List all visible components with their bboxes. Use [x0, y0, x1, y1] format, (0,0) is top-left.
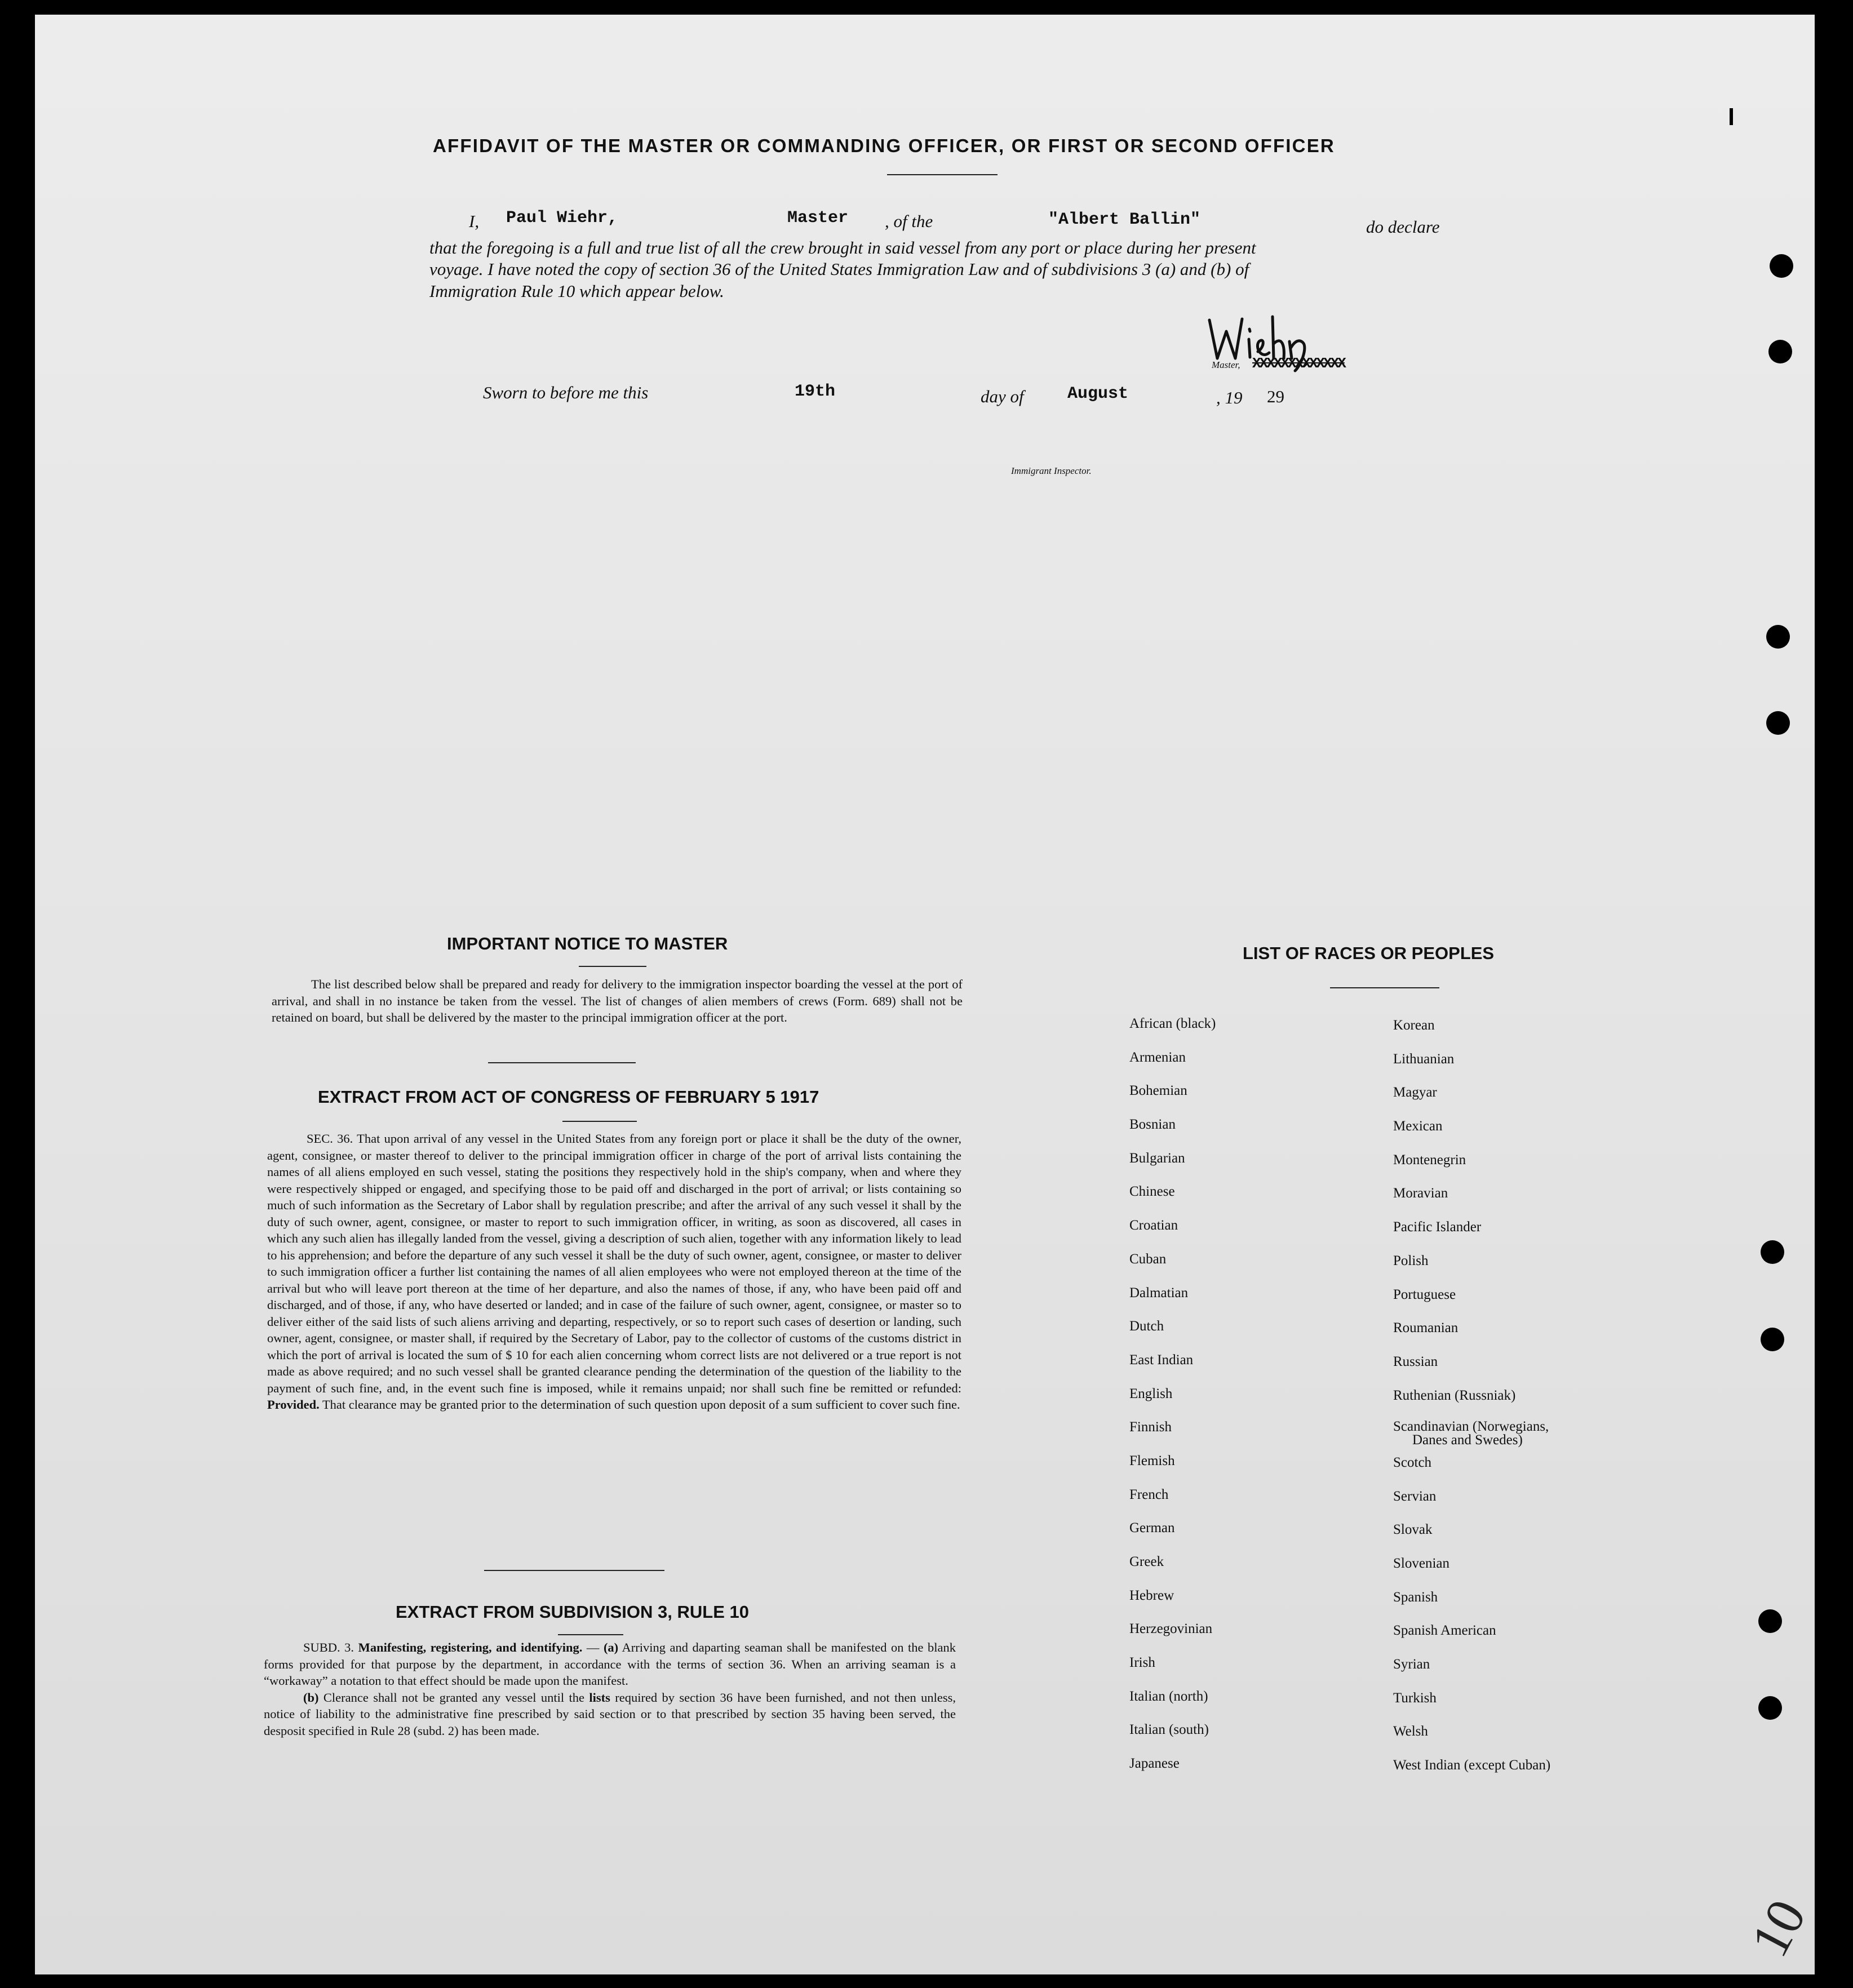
- subd-label: SUBD. 3.: [303, 1640, 354, 1654]
- race-item: Montenegrin: [1393, 1152, 1466, 1168]
- act-paragraph: [267, 1130, 961, 1413]
- notice-title: IMPORTANT NOTICE TO MASTER: [447, 934, 728, 953]
- sworn-label: Sworn to before me this: [483, 383, 649, 402]
- notice-body-text: [272, 976, 963, 1026]
- struck-title: XXXXXXXXXXXXX: [1252, 355, 1345, 372]
- race-item: Roumanian: [1393, 1320, 1459, 1336]
- form-page: [35, 15, 1815, 1974]
- act-title: EXTRACT FROM ACT OF CONGRESS OF FEBRUARY 5 1917: [318, 1087, 819, 1107]
- race-item: Welsh: [1393, 1724, 1428, 1740]
- punch-hole: [1758, 1609, 1782, 1633]
- act-divider: [484, 1570, 664, 1571]
- races-title: LIST OF RACES OR PEOPLES: [1243, 943, 1495, 963]
- race-item-scandinavian-cont: Danes and Swedes): [1412, 1432, 1523, 1448]
- act-body: SEC. 36. That upon arrival of any vessel in the United States from any foreign port or place it shall be the duty of the owner, agent, consignee, or master thereof to deliver to the principal immigration officer in charge of the port of arrival lists containing the names of all aliens employed en such vessel, stating the positions they respectively hold in the ship's company, when and where they were respectively shipped or engaged, and specifying those to be paid off and discharged in the port of arrival; or lists containing so much of such information as the Secretary of Labor shall by regulation prescribe; and after the arrival of any such vessel it shall by the duty of such owner, agent, consignee, or master to report to such immigration officer, in writing, as soon as discovered, all cases in which any such alien has illegally landed from the vessel, giving a description of such alien, together with any information likely to lead to his apprehension; and before the departure of any such vessel it shall be the duty of such owner, agent, consignee, or master to deliver to such immigration officer a further list containing the names of all alien employees who were not employed thereon at the time of the arrival but who will leave port thereon at the time of her departure, and also the names of those, if any, who have been paid off and discharged, and of those, if any, who have deserted or landed; and in case of the failure of such owner, agent, consignee, or master so to deliver either of the said lists of such aliens arriving and departing, respectively, or so to report such cases of desertion or landing, such owner, agent, consignee, or master shall, if required by the Secretary of Labor, pay to the collector of customs of the customs district in which the port of arrival is located the sum of $ 10 for each alien concerning whom correct lists are not delivered or a true report is not made as above required; and no such vessel shall be granted clearance pending the determination of the question of the liability to the payment of such fine, and, in the event such fine is imposed, while it remains unpaid; nor shall such fine be remitted or refunded:: [267, 1131, 961, 1395]
- race-item: Cuban: [1129, 1251, 1167, 1267]
- races-rule: [1330, 987, 1439, 988]
- affidavit-title: AFFIDAVIT OF THE MASTER OR COMMANDING OFFICER, OR FIRST OR SECOND OFFICER: [433, 135, 1335, 156]
- month-value: August: [1067, 384, 1129, 403]
- affidavit-i-label: I,: [469, 211, 480, 231]
- year-value: 29: [1267, 387, 1284, 406]
- race-item: Spanish: [1393, 1589, 1438, 1605]
- race-item: Finnish: [1129, 1419, 1172, 1435]
- title-rule: [887, 174, 998, 175]
- clause-b-label: (b): [303, 1690, 319, 1705]
- race-item: Chinese: [1129, 1184, 1175, 1200]
- master-label: Master,: [1212, 360, 1240, 370]
- race-item: Herzegovinian: [1129, 1621, 1213, 1637]
- act-rule: [562, 1121, 637, 1122]
- rank-value: Master: [787, 208, 849, 228]
- race-item: Scotch: [1393, 1454, 1432, 1470]
- race-item: [1393, 1421, 1550, 1455]
- race-item: Russian: [1393, 1354, 1438, 1369]
- race-item: Magyar: [1393, 1085, 1437, 1100]
- race-item: English: [1129, 1386, 1173, 1401]
- page-number: 10: [1739, 1890, 1817, 1966]
- act-body-end: That clearance may be granted prior to the determination of such question upon deposit of a sum sufficient to cover such fine.: [322, 1397, 960, 1412]
- race-item: Hebrew: [1129, 1587, 1174, 1603]
- corner-mark: [1730, 108, 1733, 125]
- race-item: Slovak: [1393, 1522, 1433, 1538]
- race-item: Italian (south): [1129, 1722, 1209, 1738]
- master-name-value: Paul Wiehr,: [506, 208, 618, 228]
- notice-paragraph: The list described below shall be prepared and ready for delivery to the immigration inspector boarding the vessel at the port of arrival, and shall in no instance be taken from the vessel. The list of changes of alien members of crews (Form. 689) shall not be retained on board, but shall be delivered by the master to the principal immigration officer at the port.: [272, 977, 963, 1024]
- race-item: East Indian: [1129, 1352, 1194, 1368]
- rule-body-text: [264, 1639, 956, 1739]
- inspector-label: Immigrant Inspector.: [1011, 465, 1092, 476]
- race-item: Spanish American: [1393, 1623, 1496, 1639]
- punch-hole: [1766, 711, 1790, 735]
- notice-rule: [579, 966, 646, 967]
- race-item: Portuguese: [1393, 1286, 1456, 1302]
- race-item: Lithuanian: [1393, 1051, 1455, 1067]
- rule-rule: [558, 1634, 623, 1635]
- race-item: Mexican: [1393, 1119, 1443, 1134]
- race-item: Armenian: [1129, 1049, 1186, 1065]
- do-declare-label: do declare: [1366, 217, 1440, 237]
- race-item-scandinavian: Scandinavian (Norwegians,: [1393, 1419, 1549, 1435]
- year-prefix-label: , 19: [1216, 388, 1243, 407]
- race-item: West Indian (except Cuban): [1393, 1758, 1551, 1773]
- race-item: Servian: [1393, 1488, 1437, 1504]
- subd-heading: Manifesting, registering, and identifying.: [358, 1640, 583, 1654]
- race-item: Slovenian: [1393, 1556, 1449, 1571]
- of-the-label: , of the: [885, 211, 933, 231]
- lists-keyword: lists: [589, 1690, 610, 1705]
- race-item: Bulgarian: [1129, 1150, 1185, 1166]
- clause-a-label: (a): [603, 1640, 619, 1654]
- races-right-column: [1393, 1018, 1550, 1791]
- race-item: Pacific Islander: [1393, 1219, 1482, 1235]
- clause-b-text-end: required by section 36 have been furnished, and not then unless, notice of liability to the administrative fine prescribed by said section or to that prescribed by section 35 having been served, the desposit specified in Rule 28 (subd. 2) has been made.: [264, 1690, 956, 1738]
- notice-divider: [488, 1062, 636, 1063]
- race-item: Moravian: [1393, 1186, 1448, 1201]
- affidavit-line-2: that the foregoing is a full and true list of all the crew brought in said vessel from any port or place during her present: [429, 238, 1256, 258]
- race-item: Dalmatian: [1129, 1285, 1189, 1301]
- affidavit-line-4: Immigration Rule 10 which appear below.: [429, 281, 724, 301]
- punch-hole: [1761, 1240, 1784, 1264]
- race-item: German: [1129, 1520, 1175, 1536]
- race-item: Korean: [1393, 1018, 1435, 1033]
- clause-a-text: Arriving and daparting seaman shall be manifested on the blank forms provided for that purpose by the department, in accordance with the terms of section 36. When an arriving seaman is a “workaway” a notation to that effect should be made upon the manifest.: [264, 1640, 956, 1688]
- race-item: Italian (north): [1129, 1688, 1208, 1704]
- race-item: Bohemian: [1129, 1083, 1187, 1099]
- race-item: Ruthenian (Russniak): [1393, 1387, 1516, 1403]
- race-item: Flemish: [1129, 1453, 1175, 1468]
- affidavit-line-3: voyage. I have noted the copy of section 36 of the United States Immigration Law and of subdivisions 3 (a) and (b) of: [429, 259, 1249, 279]
- subd-dash: —: [582, 1640, 604, 1654]
- race-item: African (black): [1129, 1016, 1216, 1031]
- race-item: Bosnian: [1129, 1117, 1176, 1133]
- race-item: Croatian: [1129, 1218, 1178, 1233]
- day-value: 19th: [795, 382, 836, 401]
- clause-b-text: Clerance shall not be granted any vessel until the: [323, 1690, 584, 1705]
- race-item: Greek: [1129, 1554, 1164, 1569]
- races-left-column: [1129, 1016, 1216, 1790]
- act-body-text: [267, 1130, 961, 1413]
- race-item: Turkish: [1393, 1690, 1437, 1706]
- race-item: Polish: [1393, 1253, 1429, 1268]
- punch-hole: [1766, 625, 1790, 649]
- rule-paragraph-a: [264, 1639, 956, 1689]
- race-item: Syrian: [1393, 1657, 1430, 1672]
- punch-hole: [1768, 340, 1792, 363]
- race-item: French: [1129, 1486, 1169, 1502]
- punch-hole: [1761, 1328, 1784, 1351]
- provided-keyword: Provided.: [267, 1397, 320, 1412]
- punch-hole: [1770, 254, 1793, 278]
- race-item: Dutch: [1129, 1319, 1164, 1334]
- rule-title: EXTRACT FROM SUBDIVISION 3, RULE 10: [396, 1602, 749, 1622]
- vessel-name-value: "Albert Ballin": [1048, 210, 1201, 229]
- rule-paragraph-b: [264, 1689, 956, 1740]
- punch-hole: [1758, 1696, 1782, 1720]
- race-item: Japanese: [1129, 1756, 1180, 1772]
- race-item: Irish: [1129, 1655, 1155, 1671]
- day-of-label: day of: [981, 387, 1024, 406]
